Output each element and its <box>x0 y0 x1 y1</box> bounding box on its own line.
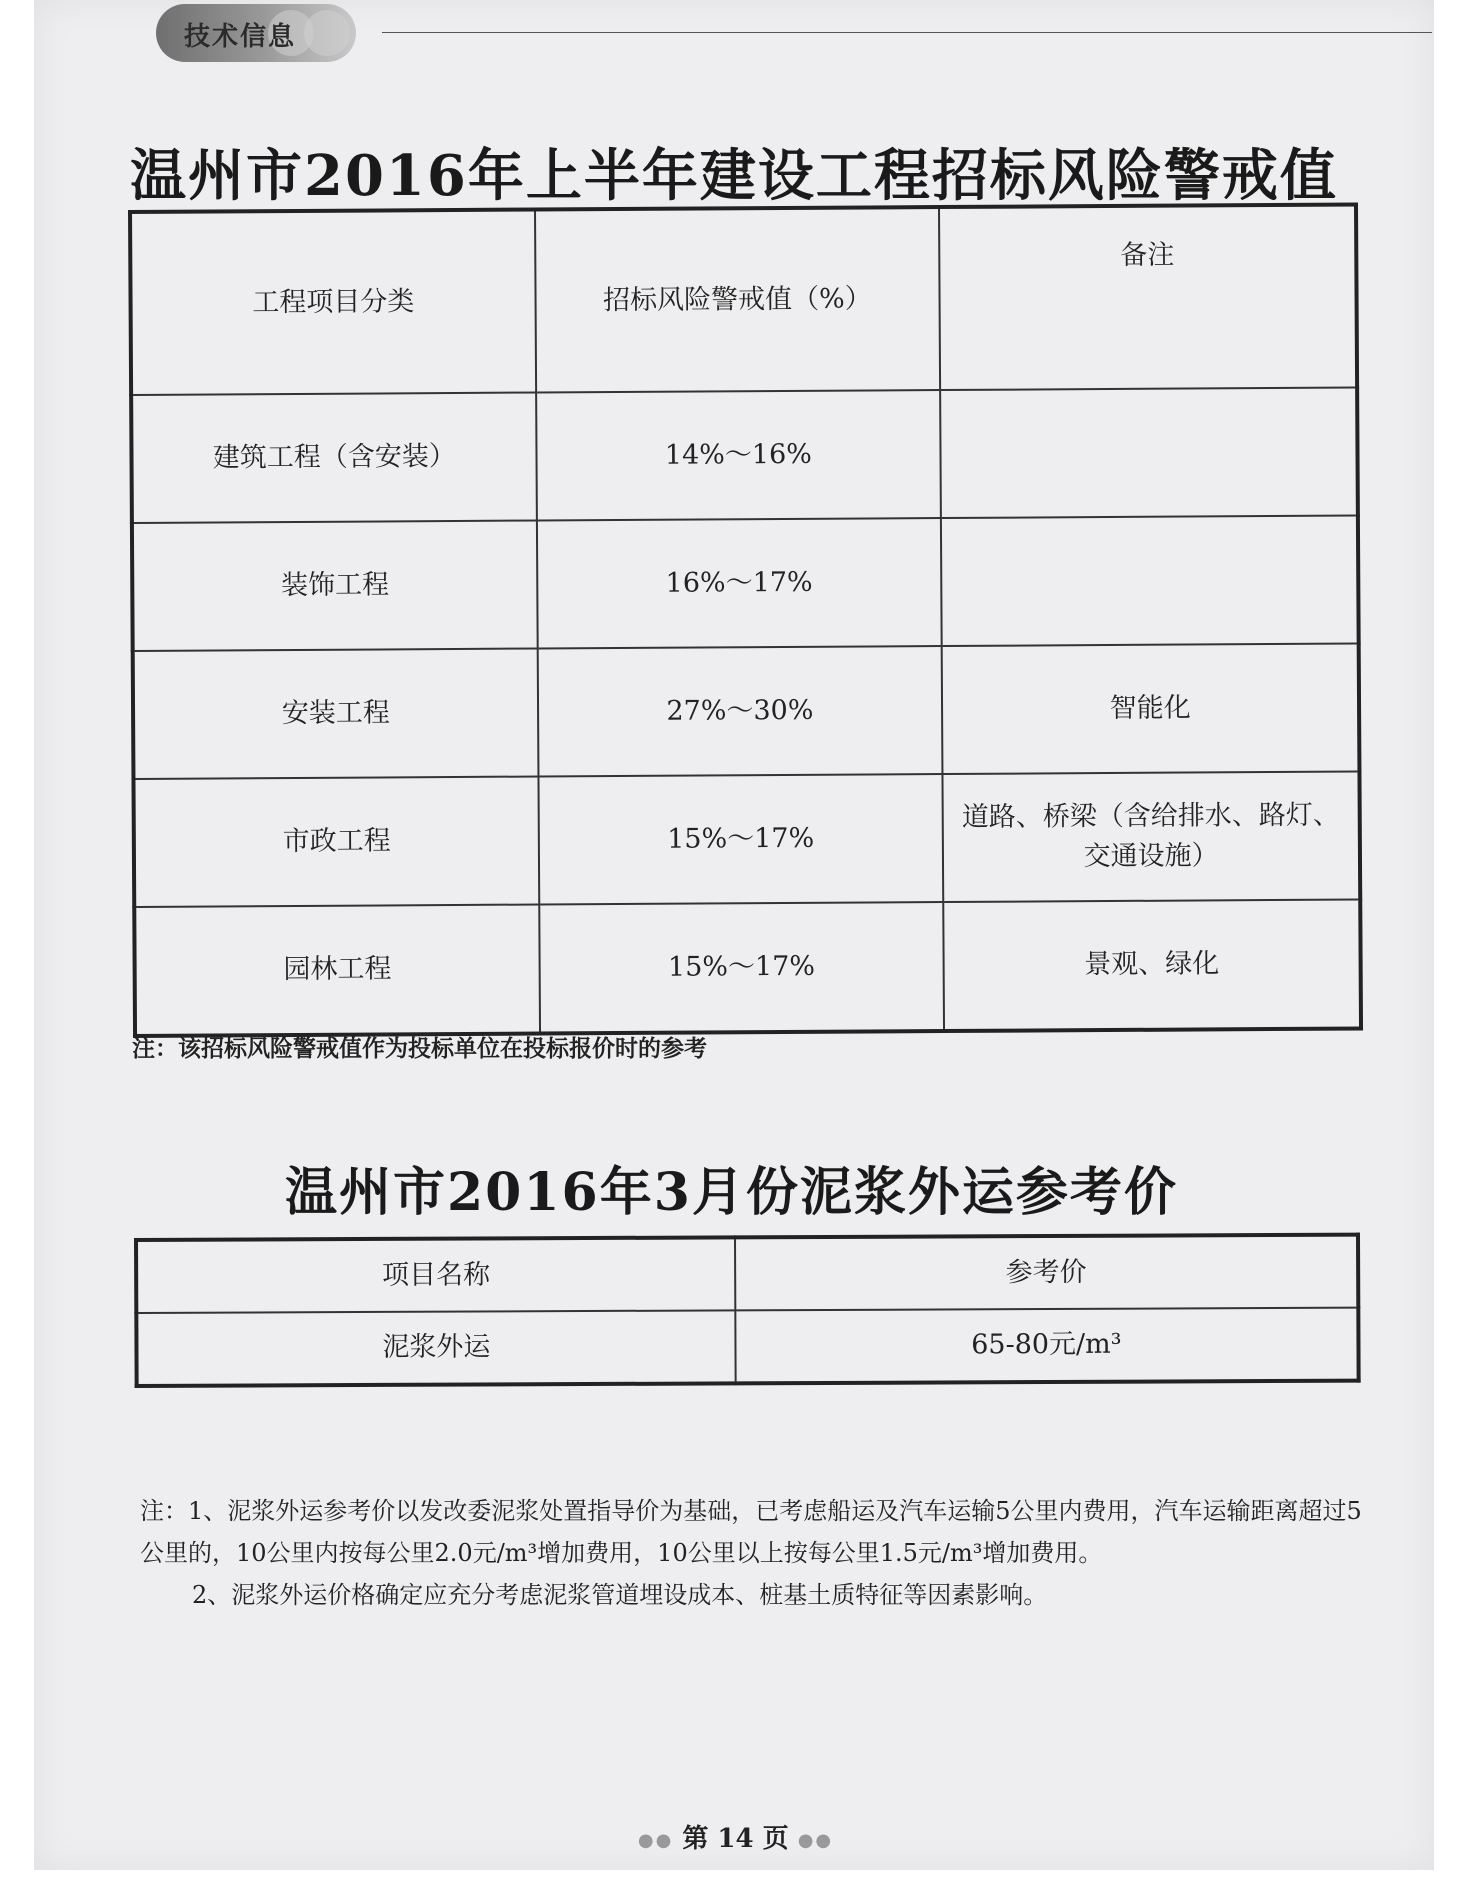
column-header-item-name: 项目名称 <box>136 1237 735 1313</box>
section-tag <box>156 4 356 62</box>
row-remark <box>940 387 1358 518</box>
row-remark <box>941 515 1359 646</box>
column-header-reference-price: 参考价 <box>735 1235 1359 1311</box>
table-row <box>136 1308 1358 1386</box>
column-header-category: 工程项目分类 <box>130 210 536 395</box>
table-row <box>132 515 1359 650</box>
table-row <box>131 387 1358 522</box>
row-category: 建筑工程（含安装） <box>131 393 536 523</box>
row-threshold: 27%～30% <box>537 646 942 776</box>
row-remark: 智能化 <box>942 643 1360 774</box>
table2-notes <box>140 1490 1370 1616</box>
page-number: 第 14 页 <box>682 1824 789 1854</box>
table-row <box>133 771 1360 906</box>
risk-threshold-table <box>128 202 1363 1037</box>
row-category: 园林工程 <box>134 905 539 1036</box>
table-row <box>134 899 1361 1035</box>
row-category: 市政工程 <box>133 777 538 907</box>
table-header-row <box>136 1235 1358 1313</box>
table1-note: 注：该招标风险警戒值作为投标单位在投标报价时的参考 <box>132 1035 707 1062</box>
table2-title: 温州市2016年3月份泥浆外运参考价 <box>285 1162 1178 1223</box>
table-row <box>133 643 1360 778</box>
header-rule <box>382 32 1432 33</box>
table2-note-1: 注：1、泥浆外运参考价以发改委泥浆处置指导价为基础，已考虑船运及汽车运输5公里内费用，汽车运输距离超过5公里的，10公里内按每公里2.0元/m³增加费用，10公里以上按每公里1.5元/m³增加费用。 <box>140 1497 1362 1567</box>
table1-title: 温州市2016年上半年建设工程招标风险警戒值 <box>130 143 1338 209</box>
row-category: 装饰工程 <box>132 521 537 651</box>
row-threshold: 15%～17% <box>538 774 943 904</box>
row-threshold: 16%～17% <box>536 518 941 648</box>
row-remark: 景观、绿化 <box>943 899 1361 1031</box>
row-item-name: 泥浆外运 <box>136 1310 735 1386</box>
table2-note-2: 2、泥浆外运价格确定应充分考虑泥浆管道埋设成本、桩基土质特征等因素影响。 <box>192 1581 1048 1609</box>
column-header-remark: 备注 <box>939 204 1357 390</box>
row-category: 安装工程 <box>133 649 538 779</box>
row-threshold: 14%～16% <box>536 390 941 520</box>
section-tag-text: 技术信息 <box>184 22 297 52</box>
page-footer <box>0 1818 1471 1855</box>
column-header-threshold: 招标风险警戒值（%） <box>535 207 941 392</box>
mud-price-table <box>134 1233 1361 1388</box>
footer-left-dots-icon: ●● <box>637 1829 674 1851</box>
footer-right-dots-icon: ●● <box>797 1829 834 1851</box>
row-threshold: 15%～17% <box>539 902 944 1033</box>
table-header-row <box>130 204 1357 394</box>
row-reference-price: 65-80元/m³ <box>735 1308 1359 1384</box>
section-tag-dot <box>304 10 350 56</box>
row-remark: 道路、桥梁（含给排水、路灯、交通设施） <box>943 771 1361 902</box>
